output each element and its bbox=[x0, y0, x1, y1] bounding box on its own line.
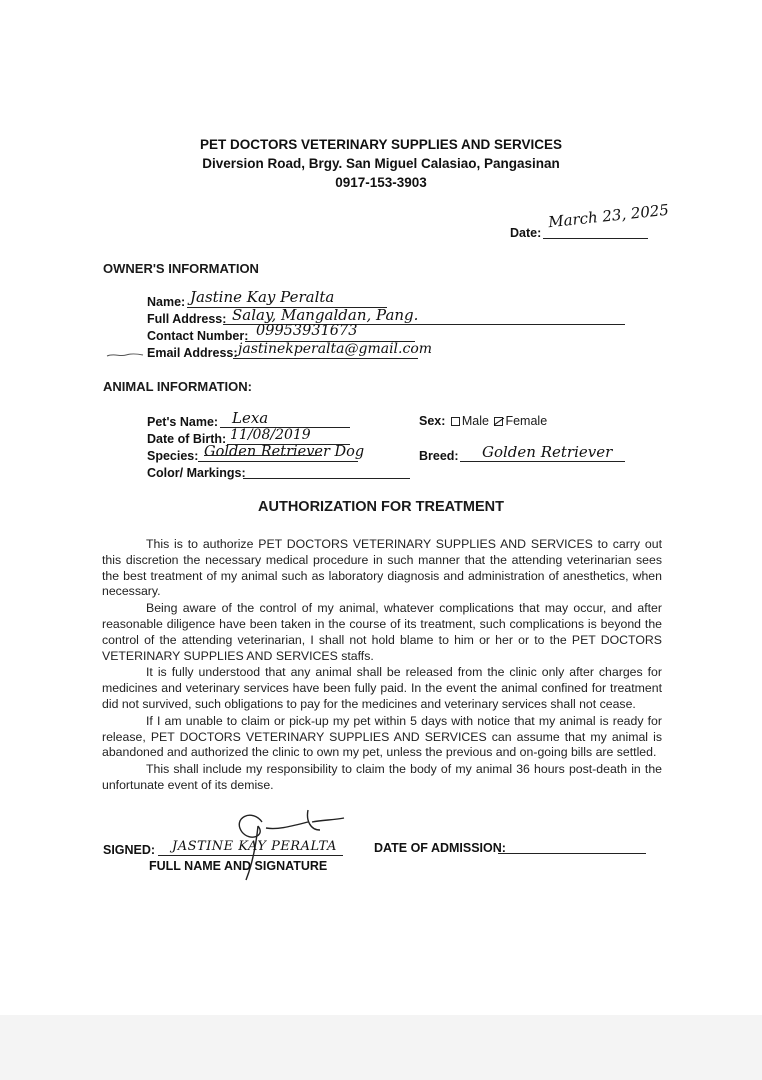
signed-line bbox=[158, 855, 343, 856]
pet-name-label: Pet's Name: bbox=[147, 415, 219, 429]
breed-line bbox=[460, 461, 625, 462]
signature-caption: FULL NAME AND SIGNATURE bbox=[149, 859, 328, 873]
dob-value: 11/08/2019 bbox=[230, 427, 311, 443]
breed-label: Breed: bbox=[419, 449, 459, 463]
admission-line bbox=[498, 853, 646, 854]
authorization-paragraph: Being aware of the control of my animal, whatever complications that may occur, and after reasonable diligence have been taken in the course of its treatment, such complications is beyond the control of the attending veterinarian, I shall not hold blame to him or her or to the PET DOCTORS VETERINARY SUPPLIES AND SERVICES staffs. bbox=[102, 601, 662, 663]
authorization-paragraph: This shall include my responsibility to claim the body of my animal 36 hours post-death in the unfortunate event of its demise. bbox=[102, 762, 662, 792]
color-label: Color/ Markings: bbox=[147, 466, 246, 480]
species-line bbox=[198, 461, 358, 462]
owner-heading: OWNER'S INFORMATION bbox=[103, 261, 259, 276]
sex-female-checkbox[interactable] bbox=[494, 417, 503, 426]
sex-female-label: Female bbox=[505, 414, 548, 428]
owner-address-value: Salay, Mangaldan, Pang. bbox=[232, 306, 419, 324]
authorization-paragraph: This is to authorize PET DOCTORS VETERINARY SUPPLIES AND SERVICES to carry out this discretion the necessary medical procedure in such manner that the attending veterinarian sees the best treatment of my animal such as laboratory diagnosis and administration of anesthetics, when necessary. bbox=[102, 537, 662, 599]
date-line bbox=[543, 238, 648, 239]
owner-email-value: jastinekperalta@gmail.com bbox=[238, 341, 433, 357]
authorization-paragraph: It is fully understood that any animal shall be released from the clinic only after charges for medicines and veterinary services have been fully paid. In the event the animal confined for treatment did not survived, such obligations to pay for the medicines and veterinary services shall not cease. bbox=[102, 665, 662, 711]
admission-label: DATE OF ADMISSION: bbox=[374, 841, 506, 855]
species-label: Species: bbox=[147, 449, 199, 463]
authorization-body bbox=[102, 537, 662, 795]
clinic-phone: 0917-153-3903 bbox=[335, 175, 427, 190]
date-value: March 23, 2025 bbox=[547, 200, 670, 232]
authorization-paragraph: If I am unable to claim or pick-up my pet within 5 days with notice that my animal is ready for release, PET DOCTORS VETERINARY SUPPLIES AND SERVICES can assume that my animal is abandoned and authorized the clinic to own my pet, unless the previous and on-going bills are settled. bbox=[102, 713, 662, 760]
pen-scribble bbox=[106, 345, 144, 351]
sex-label: Sex: bbox=[419, 414, 446, 428]
pet-name-value: Lexa bbox=[232, 409, 269, 427]
animal-heading: ANIMAL INFORMATION: bbox=[103, 379, 252, 394]
color-line bbox=[243, 478, 410, 479]
clinic-name: PET DOCTORS VETERINARY SUPPLIES AND SERVICES bbox=[199, 137, 563, 152]
species-value: Golden Retriever Dog bbox=[204, 444, 365, 460]
date-label: Date: bbox=[510, 226, 542, 240]
owner-email-label: Email Address: bbox=[147, 346, 238, 360]
authorization-title: AUTHORIZATION FOR TREATMENT bbox=[258, 499, 504, 515]
breed-value: Golden Retriever bbox=[482, 443, 613, 461]
owner-name-value: Jastine Kay Peralta bbox=[190, 288, 335, 306]
signed-value: JASTINE KAY PERALTA bbox=[172, 839, 337, 854]
sex-field bbox=[419, 414, 547, 428]
signed-label: SIGNED: bbox=[103, 843, 156, 857]
species-strikethrough bbox=[204, 455, 322, 456]
owner-contact-value: 09953931673 bbox=[256, 323, 358, 339]
owner-address-label: Full Address: bbox=[147, 312, 227, 326]
clinic-address: Diversion Road, Brgy. San Miguel Calasiao, Pangasinan bbox=[202, 156, 560, 171]
sex-male-label: Male bbox=[461, 414, 489, 428]
owner-email-line bbox=[233, 358, 418, 359]
owner-contact-label: Contact Number: bbox=[147, 329, 249, 343]
dob-label: Date of Birth: bbox=[147, 432, 227, 446]
sex-male-checkbox[interactable] bbox=[451, 417, 460, 426]
owner-name-label: Name: bbox=[147, 295, 186, 309]
